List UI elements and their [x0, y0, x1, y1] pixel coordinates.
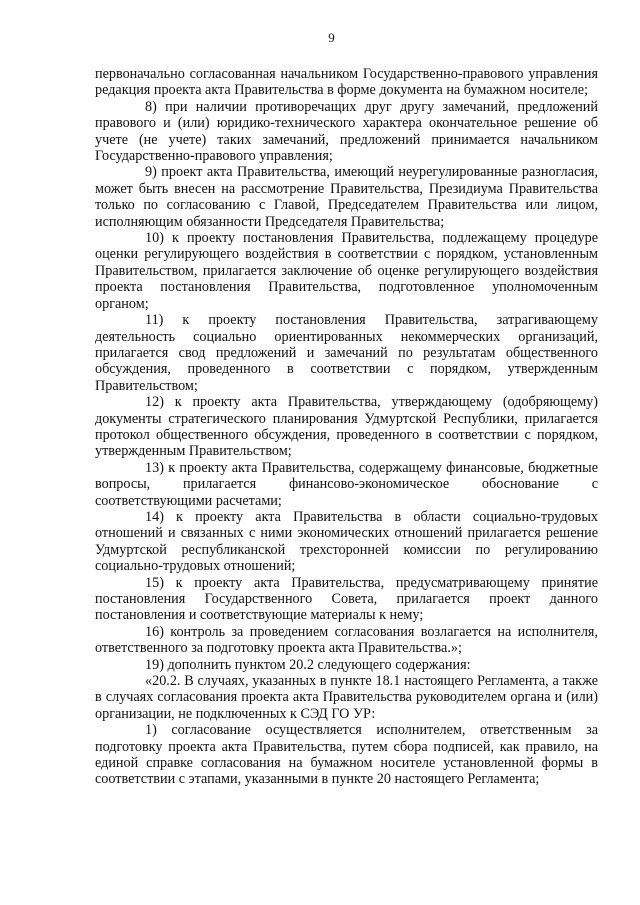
paragraph: первоначально согласованная начальником Государственно-правового управления редакция проекта акта Правительства в форме документа на бумажном носителе;: [95, 66, 598, 99]
paragraph: 16) контроль за проведением согласования возлагается на исполнителя, ответственного за подготовку проекта акта Правительства.»;: [95, 623, 598, 657]
paragraph: 15) к проекту акта Правительства, предусматривающему принятие постановления Государственного Совета, прилагается проект данного постановления и соответствующие материалы к нему;: [95, 574, 598, 624]
paragraph: 10) к проекту постановления Правительства, подлежащему процедуре оценки регулирующего воздействия в соответствии с порядком, установленным Правительством, прилагается заключение об оценке регулирующего воздействия проекта постановления Правительства, подготовленное уполномоченным органом;: [95, 230, 598, 312]
paragraph: 14) к проекту акта Правительства в области социально-трудовых отношений и связанных с ними экономических отношений прилагается решение Удмуртской республиканской трехсторонней комиссии по регулированию социально-трудовых отношений;: [95, 508, 598, 575]
paragraph: 13) к проекту акта Правительства, содержащему финансовые, бюджетные вопросы, прилагается финансово-экономическое обоснование с соответствующими расчетами;: [95, 459, 598, 509]
page-number: 9: [328, 30, 335, 45]
paragraph: 9) проект акта Правительства, имеющий неурегулированные разногласия, может быть внесен на рассмотрение Правительства, Президиума Правительства только по согласованию с Главой, Председателем Правительства или лицом, исполняющим обязанности Председателя Правительства;: [95, 164, 598, 230]
paragraph: 1) согласование осуществляется исполнителем, ответственным за подготовку проекта акта Правительства, путем сбора подписей, как правило, на единой справке согласования на бумажном носителе установленной формы в соответствии с этапами, указанными в пункте 20 настоящего Регламента;: [95, 722, 598, 788]
paragraph: 8) при наличии противоречащих друг другу замечаний, предложений правового и (или) юридико-технического характера окончательное решение об учете (не учете) таких замечаний, предложений принимается начальником Государственно-правового управления;: [95, 98, 598, 165]
paragraph: «20.2. В случаях, указанных в пункте 18.1 настоящего Регламента, а также в случаях согласования проекта акта Правительства руководителем органа и (или) организации, не подключенных к СЭД ГО УР:: [95, 673, 598, 722]
paragraph: 19) дополнить пунктом 20.2 следующего содержания:: [145, 656, 471, 673]
paragraph: 11) к проекту постановления Правительства, затрагивающему деятельность социально ориентированных некоммерческих организаций, прилагается свод предложений и замечаний по результатам общественного обсуждения, проведенного в соответствии с порядком, утвержденным Правительством;: [95, 312, 598, 394]
paragraph: 12) к проекту акта Правительства, утверждающему (одобряющему) документы стратегического планирования Удмуртской Республики, прилагается протокол общественного обсуждения, проведенного в соответствии с порядком, утвержденным Правительством;: [95, 394, 598, 460]
document-body: [95, 66, 598, 788]
